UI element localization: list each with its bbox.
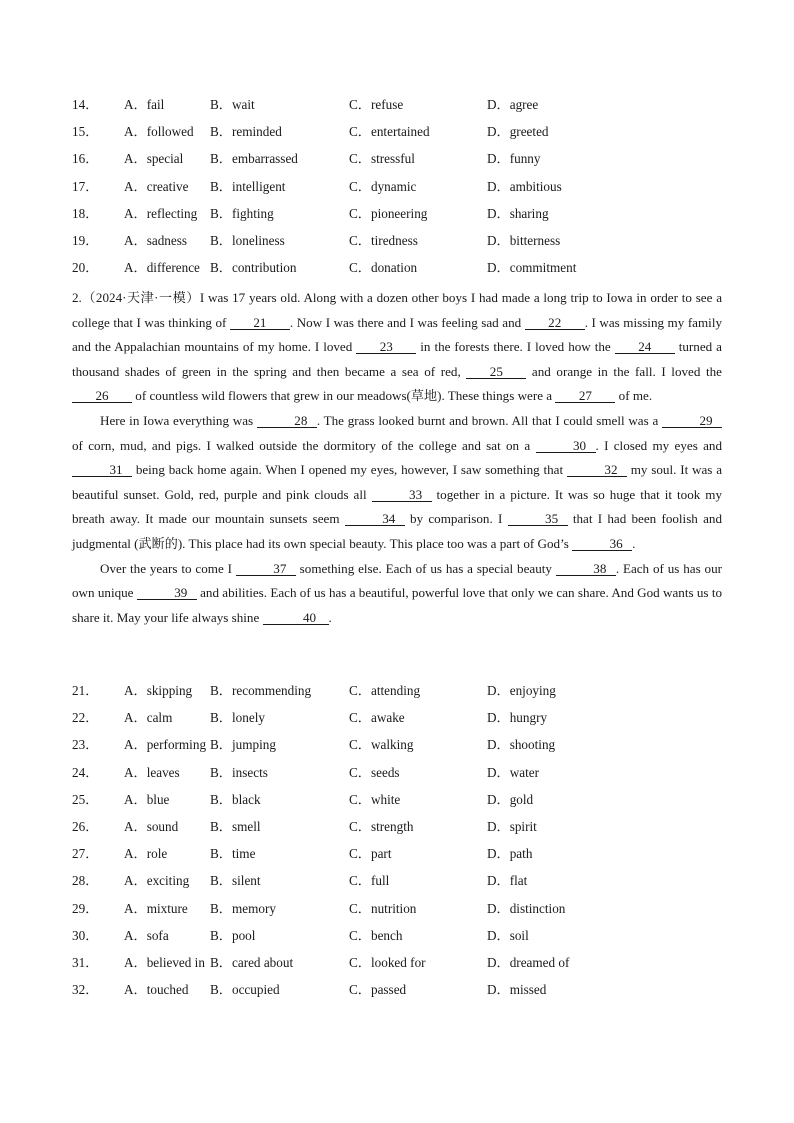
question-number: 23． — [72, 737, 99, 753]
question-number: 15． — [72, 124, 99, 140]
blank-24: 24 — [615, 340, 675, 354]
option-a: A．mixture — [124, 900, 188, 916]
blank-22: 22 — [525, 316, 585, 330]
blank-35: 35 — [508, 512, 568, 526]
passage-text: turned a thousand shades of green in the spring and then became a sea of red, — [72, 339, 722, 379]
option-d: D．dreamed of — [487, 954, 570, 970]
blank-23: 23 — [356, 340, 416, 354]
question-number: 19． — [72, 232, 99, 248]
option-d: D．water — [487, 764, 539, 780]
question-number: 14． — [72, 97, 99, 112]
option-d: D．hungry — [487, 710, 548, 726]
blank-25: 25 — [466, 365, 526, 379]
blank-27: 27 — [555, 389, 615, 403]
option-c: C．passed — [349, 982, 407, 998]
options-block-14-20 — [72, 91, 752, 281]
question-number: 18． — [72, 205, 99, 221]
option-a: A．creative — [124, 178, 189, 194]
option-d: D．agree — [487, 97, 539, 112]
option-d: D．funny — [487, 151, 541, 167]
option-c: C．stressful — [349, 151, 415, 167]
blank-31: 31 — [72, 463, 132, 477]
option-c: C．dynamic — [349, 178, 417, 194]
blank-29: 29 — [662, 414, 722, 428]
question-number: 28． — [72, 873, 99, 889]
option-b: B．memory — [210, 900, 276, 916]
option-a: A．performing — [124, 737, 207, 753]
question-number: 30． — [72, 927, 99, 943]
option-b: B．insects — [210, 764, 268, 780]
question-row-16 — [72, 145, 752, 172]
option-d: D．greeted — [487, 124, 549, 140]
option-c: C．pioneering — [349, 205, 428, 221]
blank-32: 32 — [567, 463, 627, 477]
option-b: B．fighting — [210, 205, 274, 221]
question-number: 27． — [72, 846, 99, 862]
question-row-15 — [72, 118, 752, 145]
question-row-26 — [72, 813, 752, 840]
question-number: 26． — [72, 818, 99, 834]
option-d: D．path — [487, 846, 533, 862]
option-c: C．awake — [349, 710, 405, 726]
option-a: A．sadness — [124, 232, 188, 248]
blank-36: 36 — [572, 537, 632, 551]
passage-text: 2.（2024·天津·一模）I was 17 years old. Along with a dozen other boys I had made a long trip to Iowa in order to see a college that I was thinking of — [72, 290, 722, 330]
passage-text: that I had been foolish and judgmental (武断的). This place had its own special beauty. This place too was a part of God’s — [72, 511, 722, 551]
question-number: 21． — [72, 683, 99, 698]
option-a: A．blue — [124, 791, 170, 807]
option-d: D．flat — [487, 873, 528, 889]
option-b: B．intelligent — [210, 178, 286, 194]
option-d: D．missed — [487, 982, 547, 998]
blank-37: 37 — [236, 562, 296, 576]
option-a: A．touched — [124, 982, 189, 998]
option-a: A．exciting — [124, 873, 190, 889]
option-c: C．strength — [349, 818, 414, 834]
blank-26: 26 — [72, 389, 132, 403]
passage-paragraph-1 — [72, 286, 722, 409]
passage-text: being back home again. When I opened my eyes, however, I saw something that — [132, 462, 567, 478]
question-row-30 — [72, 922, 752, 949]
option-c: C．part — [349, 846, 392, 862]
option-d: D．soil — [487, 927, 529, 943]
option-c: C．entertained — [349, 124, 430, 140]
passage-text: . Now I was there and I was feeling sad and — [289, 314, 525, 330]
question-row-22 — [72, 704, 752, 731]
blank-39: 39 — [137, 586, 197, 600]
passage-paragraph-2 — [72, 409, 722, 557]
blank-28: 28 — [257, 414, 317, 428]
option-c: C．attending — [349, 683, 421, 698]
option-b: B．jumping — [210, 737, 276, 753]
question-row-29 — [72, 895, 752, 922]
blank-33: 33 — [372, 488, 432, 502]
option-a: A．fail — [124, 97, 165, 112]
option-c: C．full — [349, 873, 390, 889]
option-b: B．embarrassed — [210, 151, 298, 167]
option-b: B．smell — [210, 818, 261, 834]
blank-38: 38 — [556, 562, 616, 576]
question-row-20 — [72, 254, 752, 281]
option-c: C．donation — [349, 260, 418, 276]
options-block-21-32 — [72, 677, 752, 1003]
option-a: A．believed in — [124, 954, 205, 970]
option-d: D．spirit — [487, 818, 537, 834]
option-a: A．skipping — [124, 683, 193, 698]
passage-text: and orange in the fall. I loved the — [526, 363, 722, 379]
question-number: 29． — [72, 900, 99, 916]
option-a: A．sofa — [124, 927, 169, 943]
option-b: B．black — [210, 791, 261, 807]
question-row-19 — [72, 227, 752, 254]
option-d: D．distinction — [487, 900, 566, 916]
question-row-14 — [72, 91, 752, 118]
option-b: B．pool — [210, 927, 256, 943]
passage-text: . — [328, 609, 332, 625]
option-a: A．role — [124, 846, 168, 862]
passage-text: of me. — [615, 388, 653, 404]
question-row-21 — [72, 677, 752, 704]
option-c: C．walking — [349, 737, 414, 753]
option-b: B．reminded — [210, 124, 282, 140]
question-row-25 — [72, 786, 752, 813]
option-a: A．difference — [124, 260, 200, 276]
passage-text: in the forests there. I loved how the — [416, 339, 615, 355]
passage-text: . — [632, 535, 636, 551]
option-b: B．time — [210, 846, 256, 862]
passage-text: Over the years to come I — [100, 560, 236, 576]
cloze-passage — [72, 286, 722, 630]
blank-21: 21 — [230, 316, 290, 330]
option-a: A．sound — [124, 818, 179, 834]
option-d: D．bitterness — [487, 232, 561, 248]
question-row-28 — [72, 867, 752, 894]
passage-text: of countless wild flowers that grew in our meadows(草地). These things were a — [132, 388, 556, 404]
option-c: C．bench — [349, 927, 403, 943]
option-c: C．nutrition — [349, 900, 417, 916]
passage-text: . Each of us has our own unique — [72, 560, 722, 601]
option-b: B．contribution — [210, 260, 297, 276]
question-number: 31． — [72, 954, 99, 970]
option-a: A．leaves — [124, 764, 180, 780]
question-number: 22． — [72, 710, 99, 726]
question-number: 20． — [72, 260, 99, 276]
option-c: C．looked for — [349, 954, 426, 970]
question-number: 25． — [72, 791, 99, 807]
question-row-23 — [72, 731, 752, 758]
question-row-17 — [72, 173, 752, 200]
question-row-27 — [72, 840, 752, 867]
passage-text: together in a picture. It was so huge that it took my breath away. It made our mountain sunsets seem — [72, 486, 722, 527]
option-c: C．tiredness — [349, 232, 418, 248]
option-a: A．followed — [124, 124, 194, 140]
option-b: B．lonely — [210, 710, 265, 726]
question-number: 24． — [72, 764, 99, 780]
option-b: B．wait — [210, 97, 255, 112]
passage-paragraph-3 — [72, 557, 722, 631]
option-b: B．loneliness — [210, 232, 285, 248]
option-b: B．cared about — [210, 954, 294, 970]
option-d: D．sharing — [487, 205, 549, 221]
option-c: C．refuse — [349, 97, 404, 112]
question-row-31 — [72, 949, 752, 976]
blank-40: 40 — [263, 611, 329, 625]
passage-text: my soul. It was a beautiful sunset. Gold, red, purple and pink clouds all — [72, 462, 723, 502]
passage-text: . I was missing my family and the Appalachian mountains of my home. I loved — [72, 314, 723, 355]
option-a: A．special — [124, 151, 184, 167]
option-d: D．commitment — [487, 260, 577, 276]
question-row-24 — [72, 759, 752, 786]
option-b: B．recommending — [210, 683, 312, 698]
option-d: D．enjoying — [487, 683, 556, 698]
passage-text: Here in Iowa everything was — [100, 412, 257, 428]
passage-text: of corn, mud, and pigs. I walked outside the dormitory of the college and sat on a — [72, 437, 536, 453]
passage-text: by comparison. I — [404, 511, 508, 527]
passage-text: and abilities. Each of us has a beautiful, powerful love that only we can share. And God wants us to share it. May your life always shine — [72, 585, 723, 625]
option-b: B．occupied — [210, 982, 280, 998]
passage-text: something else. Each of us has a special beauty — [295, 560, 556, 576]
question-number: 16． — [72, 151, 99, 167]
question-row-18 — [72, 200, 752, 227]
option-d: D．shooting — [487, 737, 556, 753]
passage-text: . The grass looked burnt and brown. All that I could smell was a — [316, 412, 662, 428]
question-number: 32． — [72, 982, 99, 998]
option-b: B．silent — [210, 873, 261, 889]
question-number: 17． — [72, 178, 99, 194]
passage-text: . I closed my eyes and — [595, 437, 722, 453]
option-d: D．ambitious — [487, 178, 562, 194]
blank-30: 30 — [536, 439, 596, 453]
option-a: A．calm — [124, 710, 173, 726]
option-c: C．white — [349, 791, 401, 807]
option-d: D．gold — [487, 791, 534, 807]
blank-34: 34 — [345, 512, 405, 526]
option-c: C．seeds — [349, 764, 400, 780]
option-a: A．reflecting — [124, 205, 198, 221]
question-row-32 — [72, 976, 752, 1003]
